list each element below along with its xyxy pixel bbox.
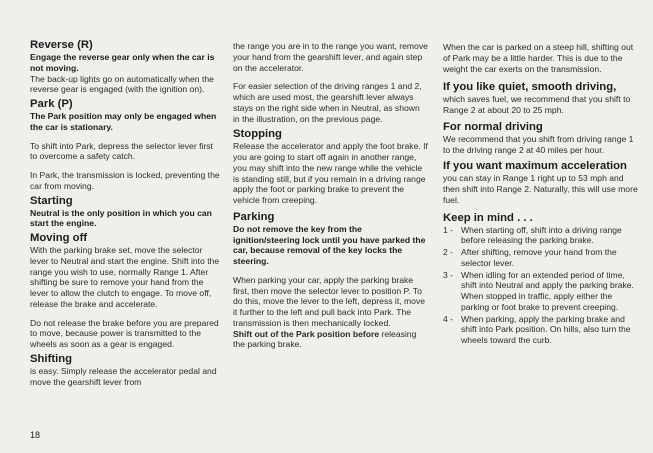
heading-park: Park (P) [30,98,73,110]
heading-stopping: Stopping [233,128,282,141]
list-item-number: 3 - [443,269,454,280]
shifting-text: is easy. Simply release the accelerator pedal and move the gearshift lever from [30,365,217,387]
heading-quiet: If you like quiet, smooth driving, [443,81,617,94]
heading-shifting: Shifting [30,352,73,365]
right-text-1: When the car is parked on a steep hill, shifting out of Park may be a little harder. This is due to the weight the car exerts on the transmission. [443,42,634,74]
heading-normal: For normal driving [443,120,543,133]
parking-release: releasing the parking brake. [233,328,417,350]
parking-warning: Do not remove the key from the ignition/steering lock until you have parked the car, because removal of the key locks the steering. [233,223,426,266]
page-number: 18 [30,430,41,440]
moving-off-text-2: Do not release the brake before you are prepared to move, because power is transmitted to the wheels as soon as a gear is engaged. [30,317,219,349]
list-item [443,225,639,247]
heading-parking: Parking [233,210,275,223]
list-item-number: 4 - [443,313,454,324]
keep-in-mind-list [443,225,639,346]
list-item-text: After shifting, remove your hand from the selector lever. [461,247,617,268]
middle-text-2: For easier selection of the driving ranges 1 and 2, which are used most, the gearshift lever always stays on the right side when in Neutral, as shown in the illustration, on the previous page. [233,81,422,124]
parking-shift-out: Shift out of the Park position before [233,328,380,339]
list-item [443,270,639,313]
stopping-text: Release the accelerator and apply the foot brake. If you are going to start off again in another range, you may shift into the new range while the vehicle is standing still, but if you remain in a driving range apply the foot or parking brake to prevent the vehicle from creeping. [233,141,428,205]
parking-text: When parking your car, apply the parking brake first, then move the selector lever to position P. To do this, move the lever to the left, depress it, move it further to the left and pull back into Park. The transmission is then mechanically locked. [233,274,426,328]
list-item-text: When parking, apply the parking brake and shift into Park position. On hills, also turn the wheels toward the curb. [461,313,631,345]
middle-text-1: the range you are in to the range you want, remove your hand from the gearshift lever, and again step on the accelerator. [233,41,428,73]
park-warning: The Park position may only be engaged when the car is stationary. [30,111,217,132]
column-right [443,42,639,347]
max-text: you can stay in Range 1 right up to 53 mph and then shift into Range 2. Naturally, this will use more fuel. [443,173,638,205]
list-item-text: When idling for an extended period of time, shift into Neutral and apply the parking brake. When stopped in traffic, apply either the parking or foot brake to prevent creeping. [461,269,634,312]
column-left [30,39,222,390]
heading-max: If you want maximum acceleration [443,160,627,173]
heading-starting: Starting [30,194,73,207]
list-item-text: When starting off, shift into a driving range before releasing the parking brake. [461,224,622,246]
reverse-warning: Engage the reverse gear only when the car is not moving. [30,52,215,73]
list-item [443,247,639,269]
starting-text: Neutral is the only position in which you can start the engine. [30,207,212,229]
column-middle [233,41,428,353]
heading-reverse: Reverse (R) [30,39,93,51]
park-text-1: To shift into Park, depress the selector lever first to overcome a safety catch. [30,140,213,162]
heading-moving-off: Moving off [30,232,88,244]
park-text-2: In Park, the transmission is locked, preventing the car from moving. [30,170,220,191]
list-item-number: 2 - [443,247,454,257]
parking-text-2 [233,329,428,351]
normal-text: We recommend that you shift from driving range 1 to the driving range 2 at 40 miles per hour. [443,133,634,155]
quiet-text: which saves fuel, we recommend that you shift to Range 2 at about 20 to 25 mph. [443,94,631,115]
heading-keep-in-mind: Keep in mind . . . [443,211,533,224]
reverse-text: The back-up lights go on automatically when the reverse gear is engaged (with the ignition on). [30,73,214,95]
list-item [443,314,639,346]
list-item-number: 1 - [443,224,454,235]
moving-off-text-1: With the parking brake set, move the selector lever to Neutral and start the engine. Shift into the range you wish to use, normally Range 1. After shifting be sure to remove your hand from the lever to allow the clutch to engage. To move off, release the brake and accelerate. [30,245,220,309]
